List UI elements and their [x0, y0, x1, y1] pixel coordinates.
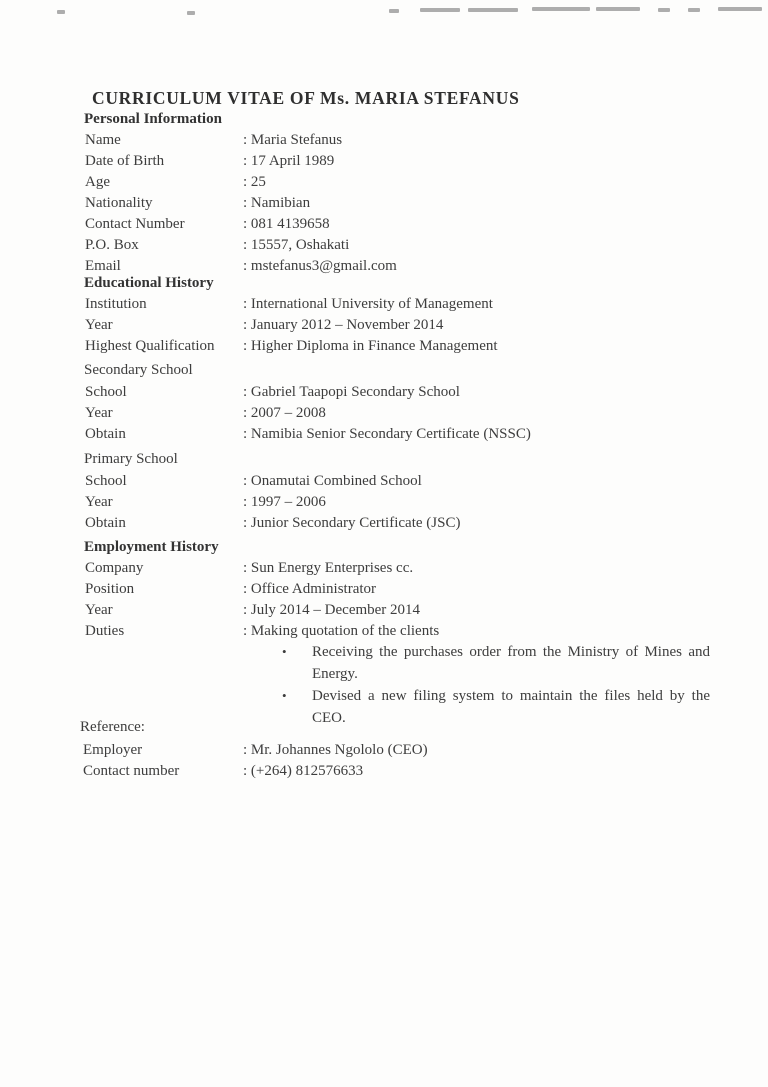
field-row-employer [83, 740, 713, 761]
field-value: : Higher Diploma in Finance Management [243, 338, 498, 354]
field-row-name [85, 130, 715, 151]
field-row-year [85, 492, 715, 513]
field-row-email [85, 256, 715, 277]
scan-artifact [0, 0, 768, 20]
secondary-school-rows [85, 382, 715, 445]
field-value: : July 2014 – December 2014 [243, 602, 421, 618]
field-row-company [85, 558, 715, 579]
field-value: : Junior Secondary Certificate (JSC) [243, 515, 461, 531]
field-label: Year [85, 317, 113, 333]
field-label: Employer [83, 742, 143, 758]
section-heading-educational-history: Educational History [84, 275, 214, 291]
bullet-icon: • [282, 644, 287, 659]
field-value: : mstefanus3@gmail.com [243, 258, 397, 274]
field-label: Nationality [85, 195, 153, 211]
reference-rows [83, 740, 713, 782]
field-value: : 1997 – 2006 [243, 494, 326, 510]
section-heading-personal-information: Personal Information [84, 111, 222, 127]
field-row-school [85, 382, 715, 403]
field-label: Contact Number [85, 216, 185, 232]
field-label: Year [85, 405, 113, 421]
field-label: Highest Qualification [85, 338, 215, 354]
list-item [282, 641, 710, 685]
sub-heading-secondary-school: Secondary School [84, 362, 193, 378]
section-heading-employment-history: Employment History [84, 539, 219, 555]
field-row-age [85, 172, 715, 193]
field-row-institution [85, 294, 715, 315]
bullet-text: Devised a new filing system to maintain the files held by the CEO. [312, 688, 710, 726]
field-label: Year [85, 494, 113, 510]
sub-heading-primary-school: Primary School [84, 451, 178, 467]
field-value: : Maria Stefanus [243, 132, 343, 148]
field-value: : International University of Management [243, 296, 493, 312]
field-value: : Onamutai Combined School [243, 473, 422, 489]
field-label: Date of Birth [85, 153, 165, 169]
personal-information-rows [85, 130, 715, 277]
field-label: Contact number [83, 763, 180, 779]
field-label: Obtain [85, 515, 126, 531]
field-value: : 15557, Oshakati [243, 237, 350, 253]
bullet-icon: • [282, 688, 287, 703]
primary-school-rows [85, 471, 715, 534]
field-label: Age [85, 174, 110, 190]
field-row-year [85, 315, 715, 336]
field-row-year [85, 600, 715, 621]
field-row-highest-qualification [85, 336, 715, 357]
field-value: : 25 [243, 174, 266, 190]
field-row-nationality [85, 193, 715, 214]
sub-heading-reference: Reference: [80, 719, 145, 735]
field-row-year [85, 403, 715, 424]
field-label: Position [85, 581, 135, 597]
field-value: : 2007 – 2008 [243, 405, 326, 421]
document-title: CURRICULUM VITAE OF Ms. MARIA STEFANUS [92, 88, 520, 108]
field-value: : (+264) 812576633 [243, 763, 364, 779]
field-label: Name [85, 132, 121, 148]
field-value: : Namibia Senior Secondary Certificate (NSSC) [243, 426, 531, 442]
field-label: School [85, 384, 127, 400]
field-row-obtain [85, 424, 715, 445]
field-label: Year [85, 602, 113, 618]
field-row-obtain [85, 513, 715, 534]
field-value: : Making quotation of the clients [243, 623, 440, 639]
bullet-text: Receiving the purchases order from the Ministry of Mines and Energy. [312, 644, 710, 682]
field-label: Obtain [85, 426, 126, 442]
field-value: : January 2012 – November 2014 [243, 317, 444, 333]
field-value: : 17 April 1989 [243, 153, 335, 169]
duties-bullet-list [282, 641, 710, 729]
field-row-contact-number [83, 761, 713, 782]
field-value: : Gabriel Taapopi Secondary School [243, 384, 460, 400]
list-item [282, 685, 710, 729]
field-label: School [85, 473, 127, 489]
field-row-position [85, 579, 715, 600]
field-label: Email [85, 258, 121, 274]
field-row-duties [85, 621, 715, 642]
educational-history-rows [85, 294, 715, 357]
field-label: Institution [85, 296, 147, 312]
field-row-school [85, 471, 715, 492]
field-label: Duties [85, 623, 125, 639]
field-row-date-of-birth [85, 151, 715, 172]
field-label: P.O. Box [85, 237, 139, 253]
field-value: : Sun Energy Enterprises cc. [243, 560, 414, 576]
field-row-po-box [85, 235, 715, 256]
field-value: : Mr. Johannes Ngololo (CEO) [243, 742, 428, 758]
field-value: : Office Administrator [243, 581, 377, 597]
field-row-contact-number [85, 214, 715, 235]
employment-history-rows [85, 558, 715, 642]
field-value: : 081 4139658 [243, 216, 330, 232]
field-value: : Namibian [243, 195, 311, 211]
field-label: Company [85, 560, 144, 576]
